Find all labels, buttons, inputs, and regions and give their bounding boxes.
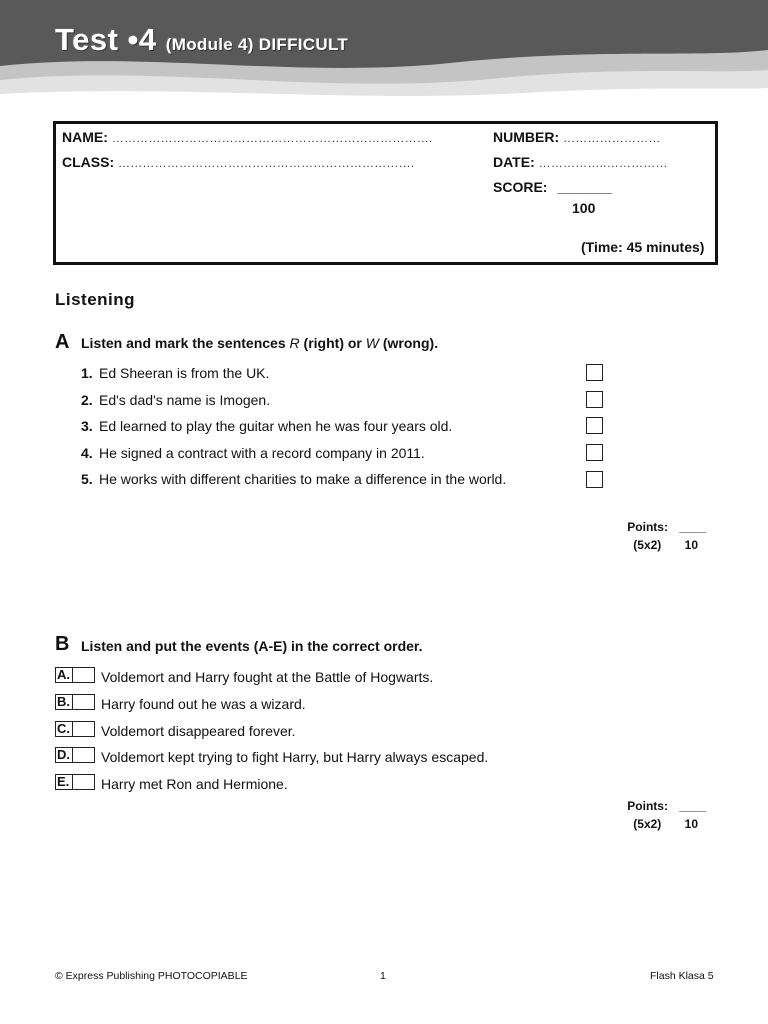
- date-field[interactable]: [493, 154, 668, 170]
- class-dots: ……………………………………………………………….: [118, 156, 415, 170]
- class-field[interactable]: [62, 154, 414, 170]
- name-label: NAME:: [62, 129, 108, 145]
- date-dots: ……………..……………: [538, 156, 668, 170]
- exercise-a-points: [600, 520, 706, 534]
- item-number: 2.: [81, 392, 93, 408]
- name-dots: …………………………………………………………………….: [111, 131, 433, 145]
- class-label: CLASS:: [62, 154, 115, 170]
- item-number: 5.: [81, 471, 93, 487]
- footer-page-number: 1: [380, 970, 386, 982]
- event-text: Voldemort and Harry fought at the Battle of Hogwarts.: [101, 669, 434, 685]
- right-text: (right) or: [303, 335, 362, 351]
- number-label: NUMBER:: [493, 129, 560, 145]
- event-text: Voldemort disappeared forever.: [101, 723, 296, 739]
- order-answer-box[interactable]: [73, 721, 95, 737]
- item-text: Ed's dad's name is Imogen.: [99, 392, 271, 408]
- exercise-b-instruction: Listen and put the events (A-E) in the correct order.: [81, 638, 423, 654]
- footer-copyright: © Express Publishing PHOTOCOPIABLE: [55, 970, 248, 982]
- footer-book-title: Flash Klasa 5: [650, 970, 714, 982]
- score-blank: _______: [557, 179, 612, 195]
- points-total: 10: [684, 817, 698, 831]
- exercise-b-points: [600, 799, 706, 813]
- score-label: SCORE:: [493, 179, 548, 195]
- section-title-listening: Listening: [55, 290, 136, 309]
- exercise-a-letter: A: [55, 331, 70, 353]
- order-label: A.: [55, 667, 73, 683]
- order-label: E.: [55, 774, 73, 790]
- answer-checkbox[interactable]: [586, 391, 603, 408]
- list-item: [81, 418, 452, 434]
- points-blank: ____: [679, 520, 706, 534]
- order-answer-box[interactable]: [73, 774, 95, 790]
- order-answer-box[interactable]: [73, 747, 95, 763]
- item-text: He signed a contract with a record company in 2011.: [99, 445, 425, 461]
- time-limit: (Time: 45 minutes): [581, 239, 705, 255]
- exercise-b-points-total: [600, 817, 698, 831]
- score-total: 100: [572, 200, 596, 216]
- order-label: D.: [55, 747, 73, 763]
- answer-checkbox[interactable]: [586, 471, 603, 488]
- title-subtitle: (Module 4) DIFFICULT: [165, 35, 349, 54]
- points-label: Points:: [627, 520, 668, 534]
- points-label: Points:: [627, 799, 668, 813]
- number-dots: ……………………: [563, 131, 661, 145]
- answer-checkbox[interactable]: [586, 364, 603, 381]
- exercise-a-instruction-text: Listen and mark the sentences: [81, 335, 286, 351]
- points-blank: ____: [679, 799, 706, 813]
- event-text: Harry met Ron and Hermione.: [101, 776, 288, 792]
- score-field[interactable]: [493, 179, 612, 195]
- event-text: Harry found out he was a wizard.: [101, 696, 306, 712]
- order-answer-box[interactable]: [73, 667, 95, 683]
- number-field[interactable]: [493, 129, 661, 145]
- points-formula: (5x2): [633, 817, 662, 831]
- event-text: Voldemort kept trying to fight Harry, but Harry always escaped.: [101, 749, 489, 765]
- exercise-b-letter: B: [55, 633, 70, 655]
- list-item: [81, 365, 269, 381]
- points-total: 10: [684, 538, 698, 552]
- wrong-text: (wrong).: [382, 335, 439, 351]
- r-letter: R: [289, 335, 300, 351]
- item-text: Ed Sheeran is from the UK.: [99, 365, 270, 381]
- w-letter: W: [365, 335, 379, 351]
- title-main: Test •4: [55, 22, 157, 57]
- item-text: He works with different charities to make a difference in the world.: [99, 471, 507, 487]
- order-label: B.: [55, 694, 73, 710]
- name-field[interactable]: [62, 129, 433, 145]
- list-item: [81, 445, 425, 461]
- item-number: 3.: [81, 418, 93, 434]
- item-number: 1.: [81, 365, 93, 381]
- list-item: [81, 471, 506, 487]
- page-title: [55, 22, 348, 58]
- points-formula: (5x2): [633, 538, 662, 552]
- answer-checkbox[interactable]: [586, 444, 603, 461]
- order-label: C.: [55, 721, 73, 737]
- date-label: DATE:: [493, 154, 535, 170]
- item-text: Ed learned to play the guitar when he was four years old.: [99, 418, 453, 434]
- exercise-a-instruction: [81, 335, 438, 351]
- exercise-a-points-total: [600, 538, 698, 552]
- answer-checkbox[interactable]: [586, 417, 603, 434]
- list-item: [81, 392, 270, 408]
- item-number: 4.: [81, 445, 93, 461]
- order-answer-box[interactable]: [73, 694, 95, 710]
